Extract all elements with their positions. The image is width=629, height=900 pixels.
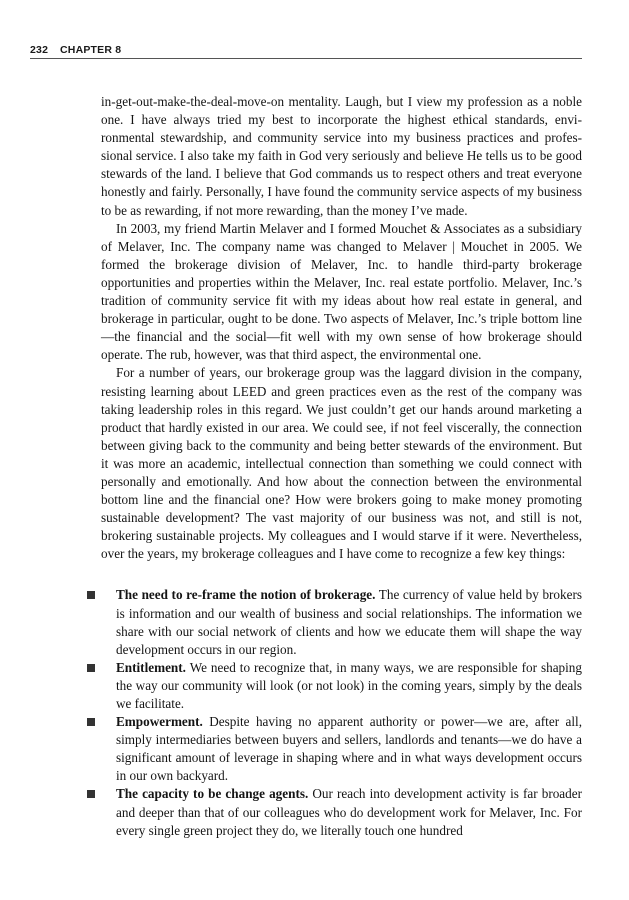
bullet-square-icon bbox=[87, 591, 95, 599]
body-text bbox=[101, 93, 582, 840]
bullet-lead: Entitlement. bbox=[116, 659, 186, 675]
bullet-text: Our reach into development activity is far broader and deeper than that of our colleagues who do development work for Melaver, Inc. For every single green project they do, we literally touch one hundred bbox=[116, 786, 582, 838]
running-head bbox=[30, 44, 582, 56]
bullet-text: Despite having no apparent authority or power—we are, after all, simply intermediaries between buyers and sellers, landlords and tenants—we do have a significant amount of leverage in shaping where and in what ways development occurs in our own backyard. bbox=[116, 714, 582, 784]
paragraph: For a number of years, our brokerage group was the laggard division in the company, resisting learning about LEED and green practices even as the rest of the company was taking leadership roles in this regard. We just couldn’t get our hands around marketing a product that hardly existed in our area. We could see, if not feel viscerally, the connection between giving back to the community and being better stewards of the environment. But it was more an academic, intellectual connection than something we could connect with personally and emotionally. And how about the connection between the environmental bottom line and the financial one? How were brokers going to make money promoting sustainable development? The vast majority of our business was not, and still is not, brokering sustainable projects. My colleagues and I would starve if it were. Nevertheless, over the years, my brokerage colleagues and I have come to recognize a few key things: bbox=[101, 365, 582, 562]
bullet-square-icon bbox=[87, 790, 95, 798]
bullet-text: We need to recognize that, in many ways, we are responsible for shaping the way our community will look (or not look) in the coming years, simply by the deals we facilitate. bbox=[116, 659, 582, 711]
bullet-square-icon bbox=[87, 718, 95, 726]
bullet-text: The currency of value held by brokers is information and our wealth of business and social relationships. The information we share with our social network of clients and how we educate them will shape the way development occurs in our region. bbox=[116, 587, 582, 657]
bullet-lead: The capacity to be change agents. bbox=[116, 786, 309, 802]
page-number: 232 bbox=[30, 44, 49, 56]
bullet-item bbox=[101, 586, 582, 658]
bullet-item bbox=[101, 659, 582, 713]
bullet-square-icon bbox=[87, 664, 95, 672]
paragraph: in-get-out-make-the-deal-move-on mentality. Laugh, but I view my profession as a noble one. I have always tried my best to incorporate the highest ethical standards, environmental stewardship, and community service into my business practices and professional service. I also take my faith in God very seriously and believe He tells us to be good stewards of the land. I believe that God commands us to respect others and treat everyone honestly and fairly. Personally, I have found the community service aspects of my business to be as rewarding, if not more rewarding, than the money I’ve made. bbox=[101, 94, 582, 218]
bullet-lead: The need to re-frame the notion of brokerage. bbox=[116, 587, 376, 603]
bullet-item bbox=[101, 785, 582, 839]
header-rule bbox=[30, 58, 582, 59]
bullet-item bbox=[101, 713, 582, 785]
bullet-lead: Empowerment. bbox=[116, 714, 203, 730]
chapter-label: CHAPTER 8 bbox=[60, 44, 122, 56]
bullet-list bbox=[101, 586, 582, 839]
paragraph: In 2003, my friend Martin Melaver and I formed Mouchet & Associates as a subsidiary of Melaver, Inc. The company name was changed to Melaver | Mouchet in 2005. We formed the brokerage division of Melaver, Inc. to handle third-party brokerage opportunities and properties within the Melaver, Inc. real estate portfolio. Melaver, Inc.’s tradition of community service fit with my ideas about how real estate in general, and brokerage in particular, ought to be done. Two aspects of Melaver, Inc.’s triple bottom line—the financial and the social—fit well with my own sense of how brokerage should operate. The rub, however, was that third aspect, the environmental one. bbox=[101, 220, 582, 363]
